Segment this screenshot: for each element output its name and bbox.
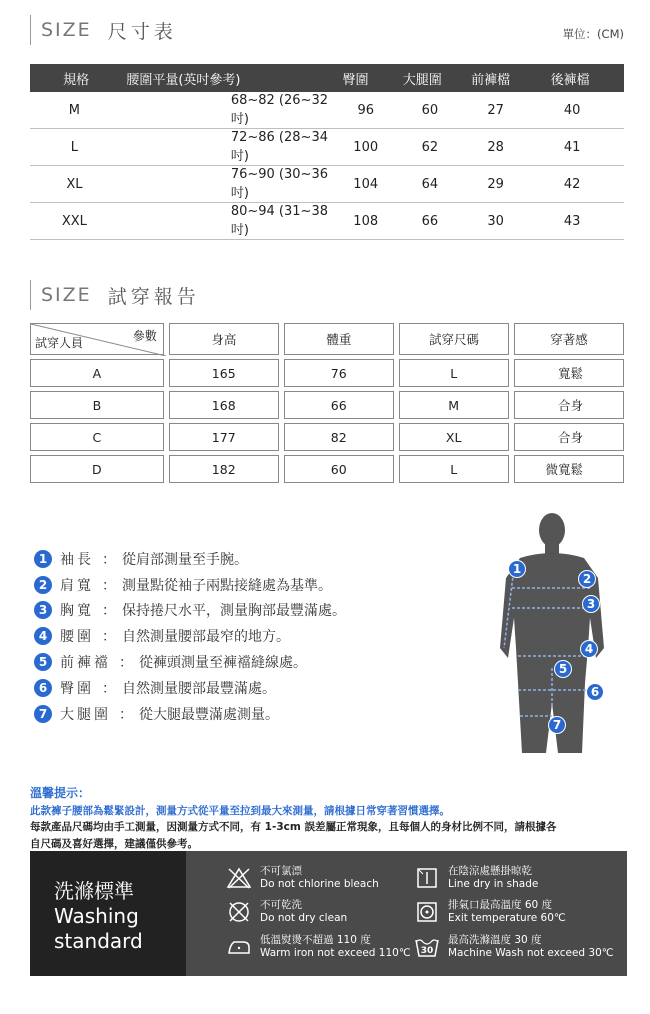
try-table-cell: L	[399, 359, 509, 387]
washing-title-en2: standard	[54, 929, 143, 953]
wash-item-iron	[226, 934, 411, 960]
size-table-cell: 76~90 (30~36 吋)	[230, 167, 328, 201]
try-table-cell: 60	[284, 455, 394, 483]
header-cell: 腰圍平量(英吋參考)	[126, 72, 241, 88]
number-badge-icon: 4	[34, 627, 52, 645]
corner-bottom-label: 試穿人員	[35, 336, 84, 350]
header-cell: 規格	[63, 72, 90, 88]
size-table-header	[30, 64, 624, 92]
try-table-cell: B	[30, 391, 164, 419]
colon: ：	[102, 629, 116, 646]
notes-measure-line2: 自尺碼及喜好選擇，建議僅供參考。	[30, 838, 198, 850]
try-table-header	[30, 323, 624, 355]
wash-item-en: Warm iron not exceed 110℃	[260, 947, 411, 959]
measurement-item	[34, 649, 346, 675]
washing-title-zh: 洗滌標準	[54, 879, 134, 903]
measurement-label: 袖長	[60, 551, 94, 568]
line-dry-shade-icon	[414, 865, 440, 891]
colon: ：	[102, 551, 116, 568]
size-table	[30, 64, 624, 240]
figure-marker-icon: 1	[508, 560, 526, 578]
wash-item-line-dry	[414, 865, 538, 891]
measurement-item	[34, 675, 346, 701]
header-cell: 穿著感	[514, 323, 624, 355]
size-table-cell: 108	[353, 213, 379, 229]
try-table-cell: 76	[284, 359, 394, 387]
try-table-cell: M	[399, 391, 509, 419]
try-table-row	[30, 391, 624, 419]
wash-item-zh: 低溫熨燙不超過 110 度	[260, 934, 371, 946]
number-badge-icon: 7	[34, 705, 52, 723]
try-title-zh: 試穿報告	[107, 285, 200, 308]
measurement-desc: 測量點從袖子兩點接縫處為基準。	[122, 577, 332, 594]
size-table-cell: 27	[487, 102, 504, 118]
size-table-cell: L	[70, 139, 79, 155]
header-cell: 身高	[169, 323, 279, 355]
size-table-cell: 68~82 (26~32 吋)	[230, 93, 328, 127]
measurement-desc: 自然測量腰部最窄的地方。	[122, 629, 290, 646]
unit-label: 單位：(CM)	[562, 27, 624, 41]
header-cell: 後褲檔	[550, 72, 590, 88]
wash-item-en: Exit temperature 60℃	[448, 912, 566, 924]
measurement-item	[34, 623, 346, 649]
header-cell: 臀圍	[342, 72, 369, 88]
measurement-desc: 保持捲尺水平，測量胸部最豐滿處。	[122, 603, 346, 620]
header-cell: 試穿尺碼	[399, 323, 509, 355]
measurement-item	[34, 572, 346, 598]
try-on-table	[30, 323, 624, 487]
size-table-cell: 72~86 (28~34 吋)	[230, 130, 328, 164]
wash-item-no-bleach	[226, 865, 379, 891]
try-table-cell: 177	[169, 423, 279, 451]
corner-cell	[30, 323, 164, 355]
size-table-cell: 66	[421, 213, 439, 229]
no-bleach-icon	[226, 865, 252, 891]
size-table-cell: 30	[487, 213, 504, 229]
tumble-dry-icon	[414, 899, 440, 925]
wash-item-zh: 最高洗滌溫度 30 度	[448, 934, 542, 946]
notes-elastic-warning: 此款褲子腰部為鬆緊設計，測量方式從平量至拉到最大來測量，請根據日常穿著習慣選擇。	[30, 805, 450, 817]
divider	[30, 15, 31, 45]
notes-title: 溫馨提示：	[30, 786, 91, 800]
try-table-cell: 微寬鬆	[514, 455, 624, 483]
number-badge-icon: 5	[34, 653, 52, 671]
wash-item-en: Line dry in shade	[448, 878, 539, 890]
try-title-en: SIZE	[41, 284, 92, 306]
try-table-cell: 合身	[514, 391, 624, 419]
divider	[30, 280, 31, 310]
size-table-cell: 62	[421, 139, 439, 155]
size-table-cell: 104	[353, 176, 379, 192]
figure-marker-icon: 5	[554, 660, 572, 678]
size-table-row	[30, 92, 624, 129]
figure-marker-icon: 3	[582, 595, 600, 613]
wash-temp-label: 30	[420, 946, 434, 956]
size-title-en: SIZE	[41, 19, 92, 41]
measurement-desc: 從肩部測量至手腕。	[122, 551, 248, 568]
body-figure	[490, 508, 620, 758]
measurement-label: 肩寬	[60, 577, 94, 594]
measurement-item	[34, 598, 346, 624]
try-table-cell: C	[30, 423, 164, 451]
measurement-desc: 從褲頭測量至褲襠縫線處。	[139, 655, 307, 672]
washing-panel	[30, 851, 627, 976]
try-table-cell: A	[30, 359, 164, 387]
wash-item-wash-30	[414, 934, 614, 960]
figure-marker-icon: 7	[548, 716, 566, 734]
size-table-cell: 60	[421, 102, 439, 118]
measurement-desc: 從大腿最豐滿處測量。	[139, 706, 279, 723]
size-table-row	[30, 129, 624, 166]
colon: ：	[119, 655, 133, 672]
wash-item-zh: 不可氯漂	[260, 865, 302, 877]
figure-marker-icon: 6	[586, 683, 604, 701]
size-table-cell: 28	[487, 139, 504, 155]
notes-measure-line1: 每款產品尺碼均由手工測量，因測量方式不同，有 1-3cm 誤差屬正常現象，且每個人的身材比例不同，請根據各	[30, 821, 557, 833]
wash-item-zh: 不可乾洗	[260, 899, 302, 911]
measurement-item	[34, 701, 346, 727]
try-section-header	[30, 279, 200, 311]
wash-item-no-dry-clean	[226, 899, 347, 925]
wash-item-en: Do not chlorine bleach	[260, 878, 379, 890]
number-badge-icon: 2	[34, 576, 52, 594]
size-table-cell: XXL	[61, 213, 87, 229]
size-table-cell: 96	[357, 102, 374, 118]
measurement-label: 前褲襠	[60, 655, 111, 672]
size-table-row	[30, 203, 624, 240]
size-table-cell: M	[68, 102, 81, 118]
colon: ：	[102, 680, 116, 697]
try-table-cell: 寬鬆	[514, 359, 624, 387]
try-table-cell: 168	[169, 391, 279, 419]
notes-block	[30, 784, 630, 853]
measurement-item	[34, 546, 346, 572]
try-table-row	[30, 423, 624, 451]
size-table-cell: 64	[421, 176, 439, 192]
measurement-label: 胸寬	[60, 603, 94, 620]
iron-low-icon	[226, 934, 252, 960]
wash-item-tumble-dry	[414, 899, 566, 925]
number-badge-icon: 1	[34, 550, 52, 568]
size-table-cell: 42	[563, 176, 581, 192]
wash-item-zh: 排氣口最高溫度 60 度	[448, 899, 553, 911]
header-cell: 大腿圍	[402, 72, 442, 88]
try-table-cell: 165	[169, 359, 279, 387]
measurement-list	[34, 546, 346, 727]
size-table-cell: 43	[563, 213, 581, 229]
try-table-row	[30, 359, 624, 387]
figure-marker-icon: 2	[578, 570, 596, 588]
size-section-header	[30, 14, 177, 46]
colon: ：	[119, 706, 133, 723]
wash-item-en: Do not dry clean	[260, 912, 348, 924]
washing-instructions	[186, 851, 627, 976]
corner-top-label: 參數	[132, 329, 157, 343]
washing-title-en1: Washing	[54, 904, 139, 928]
no-dry-clean-icon	[226, 899, 252, 925]
wash-item-zh: 在陰涼處懸掛晾乾	[448, 865, 532, 877]
wash-item-en: Machine Wash not exceed 30℃	[448, 947, 614, 959]
measurement-label: 大腿圍	[60, 706, 111, 723]
size-table-row	[30, 166, 624, 203]
wash-30-icon	[414, 934, 440, 960]
size-table-cell: 40	[563, 102, 581, 118]
size-table-cell: 41	[563, 139, 581, 155]
try-table-row	[30, 455, 624, 483]
try-table-cell: XL	[399, 423, 509, 451]
colon: ：	[102, 577, 116, 594]
try-table-cell: 182	[169, 455, 279, 483]
size-table-cell: 100	[353, 139, 379, 155]
size-table-cell: XL	[66, 176, 83, 192]
measurement-label: 腰圍	[60, 629, 94, 646]
try-table-cell: D	[30, 455, 164, 483]
header-cell: 前褲檔	[471, 72, 511, 88]
washing-title-block	[30, 851, 186, 976]
measurement-label: 臀圍	[60, 680, 94, 697]
header-cell: 體重	[284, 323, 394, 355]
colon: ：	[102, 603, 116, 620]
size-table-cell: 80~94 (31~38 吋)	[230, 204, 328, 238]
number-badge-icon: 6	[34, 679, 52, 697]
measurement-desc: 自然測量腰部最豐滿處。	[122, 680, 276, 697]
try-table-cell: 66	[284, 391, 394, 419]
try-table-cell: L	[399, 455, 509, 483]
size-table-cell: 29	[487, 176, 504, 192]
try-table-cell: 合身	[514, 423, 624, 451]
size-title-zh: 尺寸表	[107, 20, 177, 43]
try-table-cell: 82	[284, 423, 394, 451]
number-badge-icon: 3	[34, 601, 52, 619]
figure-marker-icon: 4	[580, 640, 598, 658]
